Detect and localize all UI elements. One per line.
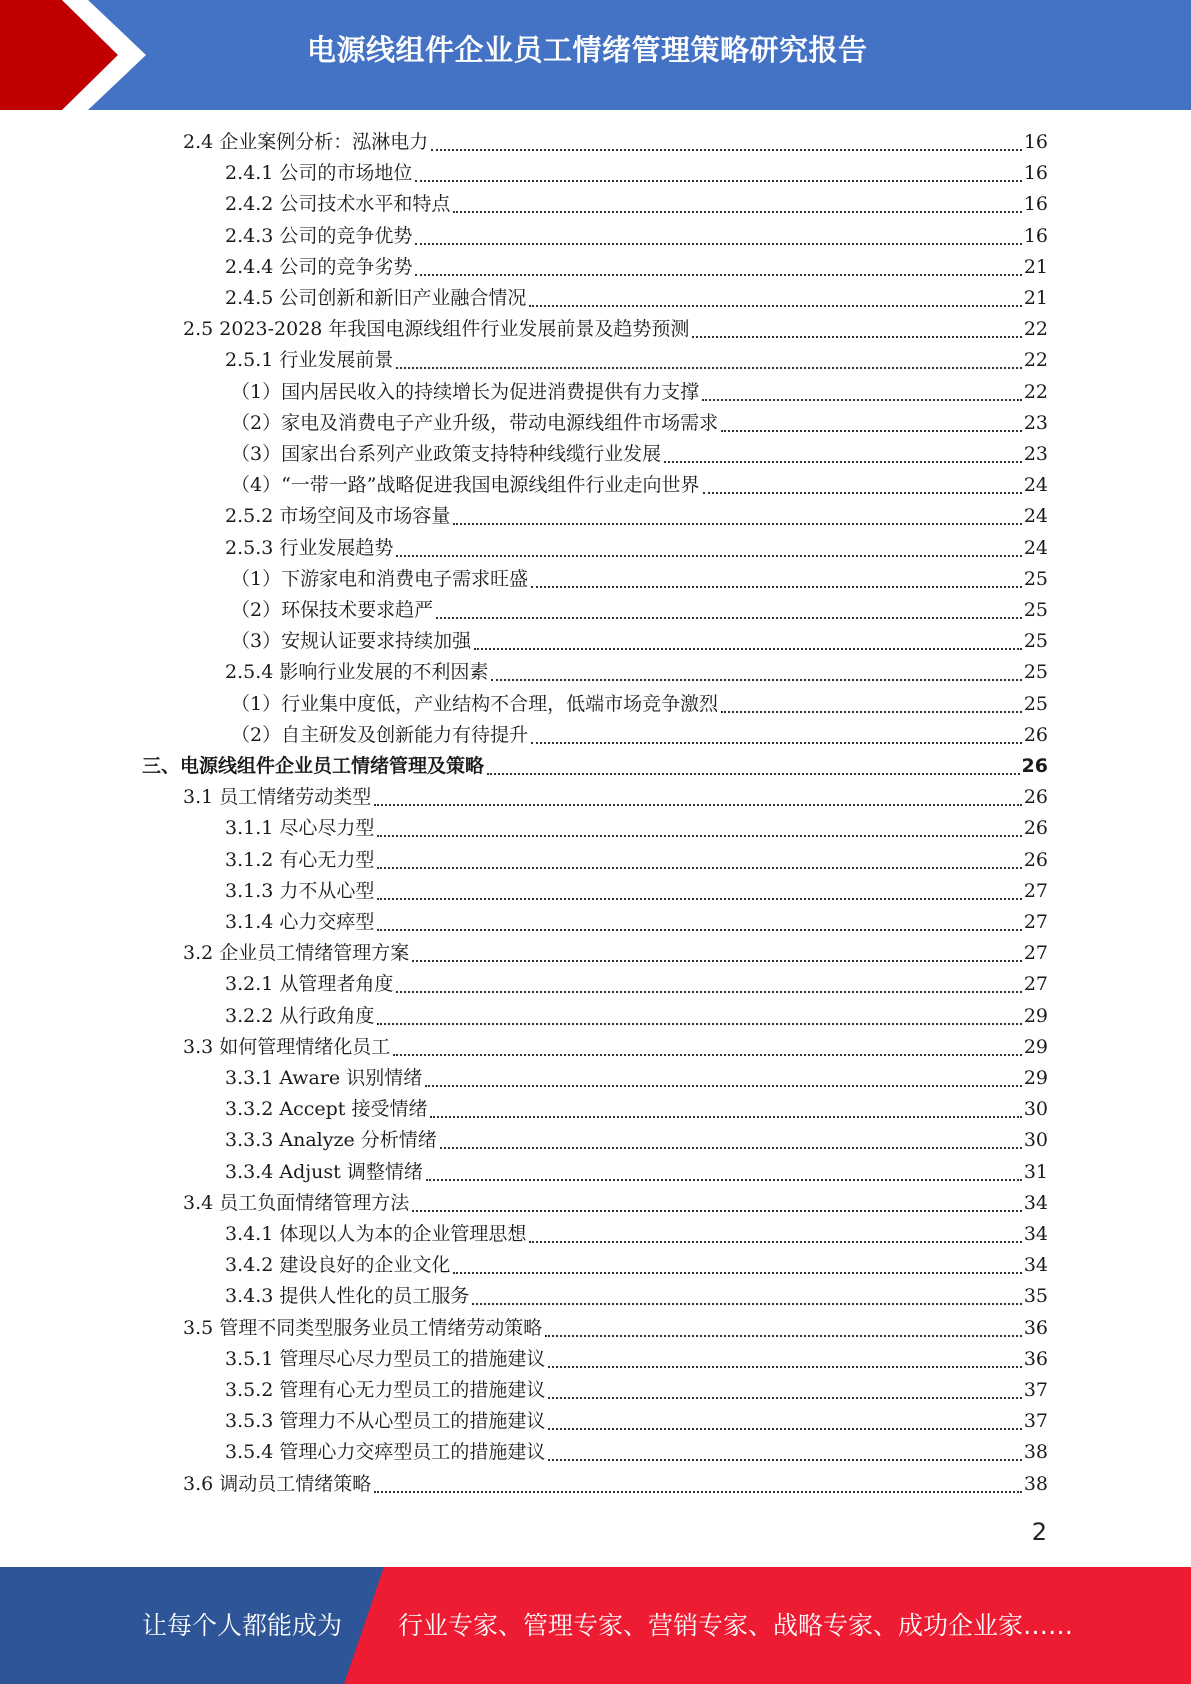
toc-dot-leader — [664, 461, 1022, 463]
toc-entry-page: 38 — [1023, 1441, 1048, 1464]
toc-dot-leader — [396, 555, 1021, 557]
toc-dot-leader — [430, 1116, 1021, 1118]
toc-entry[interactable] — [225, 876, 1048, 907]
toc-dot-leader — [453, 523, 1021, 525]
toc-entry-page: 29 — [1023, 1004, 1048, 1027]
toc-entry[interactable] — [225, 1375, 1048, 1406]
toc-entry-title: （2）家电及消费电子产业升级，带动电源线组件市场需求 — [231, 411, 719, 434]
toc-entry-page: 22 — [1023, 380, 1048, 403]
toc-entry[interactable] — [231, 626, 1048, 657]
toc-entry[interactable] — [225, 845, 1048, 876]
toc-dot-leader — [396, 991, 1021, 993]
footer-slogan-right: 行业专家、管理专家、营销专家、战略专家、成功企业家…… — [398, 1611, 1074, 1640]
toc-entry-title: 3.1.3 力不从心型 — [225, 879, 375, 902]
toc-entry-title: 3.1 员工情绪劳动类型 — [183, 786, 372, 809]
toc-dot-leader — [453, 1272, 1021, 1274]
toc-dot-leader — [702, 399, 1022, 401]
toc-dot-leader — [453, 211, 1021, 213]
toc-entry-title: 3.3.2 Accept 接受情绪 — [225, 1098, 428, 1121]
toc-entry-page: 30 — [1023, 1098, 1048, 1121]
toc-entry[interactable] — [183, 1188, 1048, 1219]
toc-dot-leader — [377, 898, 1021, 900]
toc-entry-page: 26 — [1021, 755, 1048, 777]
toc-entry[interactable] — [225, 1344, 1048, 1375]
toc-entry-title: 3.5 管理不同类型服务业员工情绪劳动策略 — [183, 1316, 543, 1339]
toc-entry[interactable] — [225, 1157, 1048, 1188]
page-footer — [0, 1567, 1191, 1684]
toc-entry[interactable] — [225, 1281, 1048, 1312]
toc-entry-title: 3.3.3 Analyze 分析情绪 — [225, 1129, 437, 1152]
toc-entry-title: 3.1.4 心力交瘁型 — [225, 911, 375, 933]
toc-entry-page: 16 — [1023, 193, 1048, 216]
toc-entry-page: 30 — [1023, 1129, 1048, 1152]
toc-entry[interactable] — [231, 408, 1048, 439]
toc-dot-leader — [412, 960, 1022, 962]
toc-dot-leader — [396, 367, 1021, 369]
toc-entry-page: 26 — [1023, 817, 1048, 840]
toc-entry-title: 3.2.2 从行政角度 — [225, 1004, 375, 1027]
toc-dot-leader — [374, 804, 1022, 806]
toc-entry[interactable] — [183, 938, 1048, 969]
toc-dot-leader — [529, 1241, 1021, 1243]
toc-dot-leader — [721, 711, 1022, 713]
toc-entry-page: 25 — [1023, 630, 1048, 653]
toc-dot-leader — [436, 617, 1022, 619]
header-chevron-decoration — [0, 0, 152, 110]
toc-entry[interactable] — [183, 127, 1048, 158]
toc-entry-title: （1）国内居民收入的持续增长为促进消费提供有力支撑 — [231, 380, 700, 403]
toc-entry-title: 3.5.1 管理尽心尽力型员工的措施建议 — [225, 1347, 546, 1370]
toc-entry-title: （4）“一带一路”战略促进我国电源线组件行业走向世界 — [231, 474, 700, 497]
toc-entry-title: （3）安规认证要求持续加强 — [231, 630, 472, 653]
toc-entry[interactable] — [225, 158, 1048, 189]
toc-entry[interactable] — [225, 345, 1048, 376]
toc-dot-leader — [440, 1147, 1022, 1149]
toc-entry-page: 34 — [1023, 1254, 1048, 1277]
toc-entry[interactable] — [183, 1469, 1048, 1500]
toc-entry-page: 25 — [1023, 692, 1048, 715]
toc-entry-page: 34 — [1023, 1191, 1048, 1214]
toc-dot-leader — [529, 305, 1021, 307]
toc-entry[interactable] — [225, 1437, 1048, 1468]
footer-slogan-left: 让每个人都能成为 — [142, 1611, 343, 1640]
toc-entry-title: 2.4.3 公司的竞争优势 — [225, 224, 413, 247]
toc-dot-leader — [425, 1085, 1022, 1087]
toc-dot-leader — [377, 1023, 1021, 1025]
toc-entry-title: （3）国家出台系列产业政策支持特种线缆行业发展 — [231, 443, 662, 465]
toc-entry[interactable] — [225, 969, 1048, 1000]
toc-entry[interactable] — [225, 1219, 1048, 1250]
toc-dot-leader — [721, 430, 1022, 432]
toc-entry-title: 2.5.4 影响行业发展的不利因素 — [225, 661, 489, 684]
toc-entry-title: 2.5.2 市场空间及市场容量 — [225, 505, 451, 528]
toc-entry[interactable] — [225, 1094, 1048, 1125]
toc-dot-leader — [548, 1366, 1021, 1368]
toc-entry-title: 3.3.1 Aware 识别情绪 — [225, 1067, 423, 1089]
toc-dot-leader — [426, 1179, 1022, 1181]
toc-entry-title: （2）环保技术要求趋严 — [231, 599, 434, 621]
toc-entry-page: 21 — [1023, 255, 1048, 278]
toc-dot-leader — [545, 1335, 1022, 1337]
toc-entry[interactable] — [225, 1125, 1048, 1156]
toc-entry-page: 37 — [1023, 1410, 1048, 1433]
toc-dot-leader — [548, 1459, 1021, 1461]
toc-entry-title: 3.4.2 建设良好的企业文化 — [225, 1254, 451, 1277]
toc-dot-leader — [487, 773, 1020, 775]
toc-dot-leader — [374, 1491, 1022, 1493]
toc-dot-leader — [692, 336, 1021, 338]
toc-dot-leader — [472, 1303, 1021, 1305]
toc-entry-title: 2.5.1 行业发展前景 — [225, 349, 394, 372]
toc-entry-page: 36 — [1023, 1347, 1048, 1370]
toc-entry[interactable] — [225, 283, 1048, 314]
toc-entry-title: 3.3 如何管理情绪化员工 — [183, 1035, 391, 1058]
toc-dot-leader — [548, 1397, 1021, 1399]
toc-entry[interactable] — [231, 720, 1048, 751]
toc-entry-page: 24 — [1023, 474, 1048, 497]
toc-entry-title: （1）行业集中度低，产业结构不合理，低端市场竞争激烈 — [231, 692, 719, 715]
toc-entry-title: 3.5.3 管理力不从心型员工的措施建议 — [225, 1410, 546, 1433]
toc-entry-title: 2.4.5 公司创新和新旧产业融合情况 — [225, 287, 527, 309]
toc-entry-title: 3.2 企业员工情绪管理方案 — [183, 942, 410, 965]
toc-entry[interactable] — [225, 907, 1048, 938]
toc-entry[interactable] — [225, 533, 1048, 564]
toc-dot-leader — [431, 149, 1022, 151]
toc-entry-page: 34 — [1023, 1223, 1048, 1245]
toc-entry-page: 23 — [1023, 443, 1048, 465]
toc-entry-title: （2）自主研发及创新能力有待提升 — [231, 723, 529, 746]
toc-entry-page: 26 — [1023, 848, 1048, 871]
toc-entry-page: 22 — [1023, 349, 1048, 372]
toc-entry[interactable] — [231, 377, 1048, 408]
toc-entry-title: 3.3.4 Adjust 调整情绪 — [225, 1160, 423, 1183]
toc-entry[interactable] — [231, 689, 1048, 720]
toc-entry[interactable] — [225, 1250, 1048, 1281]
toc-dot-leader — [377, 835, 1021, 837]
toc-entry-title: 3.1.2 有心无力型 — [225, 848, 375, 871]
toc-entry-page: 38 — [1023, 1472, 1048, 1495]
toc-entry-title: 2.5 2023-2028 年我国电源线组件行业发展前景及趋势预测 — [183, 318, 690, 341]
toc-entry[interactable] — [225, 189, 1048, 220]
toc-entry[interactable] — [231, 470, 1048, 501]
toc-entry-page: 16 — [1023, 162, 1048, 185]
page-number: 2 — [1031, 1518, 1047, 1546]
toc-entry[interactable] — [225, 252, 1048, 283]
toc-entry-page: 24 — [1023, 505, 1048, 528]
toc-entry[interactable] — [183, 314, 1048, 345]
toc-dot-leader — [393, 1054, 1022, 1056]
toc-entry-title: 2.4.2 公司技术水平和特点 — [225, 193, 451, 216]
toc-entry-page: 27 — [1023, 942, 1048, 965]
page-header — [0, 0, 1191, 110]
toc-entry-title: 3.4.1 体现以人为本的企业管理思想 — [225, 1223, 527, 1245]
toc-entry-page: 29 — [1023, 1067, 1048, 1089]
toc-entry[interactable] — [142, 751, 1048, 782]
toc-dot-leader — [474, 648, 1022, 650]
toc-entry[interactable] — [225, 1406, 1048, 1437]
toc-entry-title: 2.5.3 行业发展趋势 — [225, 536, 394, 559]
toc-entry-title: 3.5.4 管理心力交瘁型员工的措施建议 — [225, 1441, 546, 1464]
toc-entry-title: 3.4 员工负面情绪管理方法 — [183, 1191, 410, 1214]
toc-entry[interactable] — [231, 564, 1048, 595]
toc-entry-page: 27 — [1023, 879, 1048, 902]
toc-entry[interactable] — [225, 657, 1048, 688]
toc-entry-title: 3.4.3 提供人性化的员工服务 — [225, 1285, 470, 1308]
toc-dot-leader — [548, 1428, 1021, 1430]
toc-entry-title: 3.2.1 从管理者角度 — [225, 973, 394, 996]
toc-entry-title: 3.6 调动员工情绪策略 — [183, 1472, 372, 1495]
toc-dot-leader — [415, 274, 1021, 276]
toc-entry-page: 24 — [1023, 536, 1048, 559]
toc-dot-leader — [377, 867, 1021, 869]
toc-entry-page: 25 — [1023, 567, 1048, 590]
toc-entry[interactable] — [225, 1001, 1048, 1032]
toc-entry-page: 26 — [1023, 723, 1048, 746]
toc-entry-title: 3.1.1 尽心尽力型 — [225, 817, 375, 840]
toc-entry-page: 36 — [1023, 1316, 1048, 1339]
toc-entry-page: 26 — [1023, 786, 1048, 809]
toc-entry[interactable] — [183, 1313, 1048, 1344]
toc-entry-page: 29 — [1023, 1035, 1048, 1058]
toc-dot-leader — [703, 492, 1022, 494]
toc-entry-page: 23 — [1023, 411, 1048, 434]
toc-entry-title: 2.4 企业案例分析：泓淋电力 — [183, 131, 429, 153]
toc-entry-page: 37 — [1023, 1379, 1048, 1401]
toc-entry-page: 31 — [1023, 1160, 1048, 1183]
toc-entry[interactable] — [225, 1063, 1048, 1094]
toc-entry-title: （1）下游家电和消费电子需求旺盛 — [231, 567, 529, 590]
toc-entry-page: 21 — [1023, 287, 1048, 309]
toc-entry[interactable] — [183, 1032, 1048, 1063]
toc-entry-page: 22 — [1023, 318, 1048, 341]
toc-entry-page: 16 — [1023, 224, 1048, 247]
toc-dot-leader — [377, 929, 1021, 931]
toc-entry[interactable] — [231, 595, 1048, 626]
toc-dot-leader — [415, 180, 1021, 182]
toc-entry[interactable] — [231, 439, 1048, 470]
toc-entry-title: 2.4.1 公司的市场地位 — [225, 162, 413, 185]
toc-dot-leader — [531, 742, 1022, 744]
toc-entry-page: 16 — [1023, 131, 1048, 153]
report-title: 电源线组件企业员工情绪管理策略研究报告 — [307, 33, 868, 67]
toc-dot-leader — [531, 586, 1022, 588]
toc-dot-leader — [491, 679, 1021, 681]
toc-entry-title: 3.5.2 管理有心无力型员工的措施建议 — [225, 1379, 546, 1401]
toc-entry[interactable] — [225, 813, 1048, 844]
toc-entry-page: 25 — [1023, 661, 1048, 684]
toc-entry-page: 27 — [1023, 973, 1048, 996]
toc-entry[interactable] — [225, 501, 1048, 532]
toc-dot-leader — [412, 1210, 1022, 1212]
toc-dot-leader — [415, 243, 1021, 245]
toc-entry[interactable] — [183, 782, 1048, 813]
toc-entry-page: 25 — [1023, 599, 1048, 621]
toc-entry[interactable] — [225, 221, 1048, 252]
toc-entry-page: 35 — [1023, 1285, 1048, 1308]
toc-entry-page: 27 — [1023, 911, 1048, 933]
toc-entry-title: 2.4.4 公司的竞争劣势 — [225, 255, 413, 278]
toc-entry-title: 三、电源线组件企业员工情绪管理及策略 — [142, 755, 485, 777]
